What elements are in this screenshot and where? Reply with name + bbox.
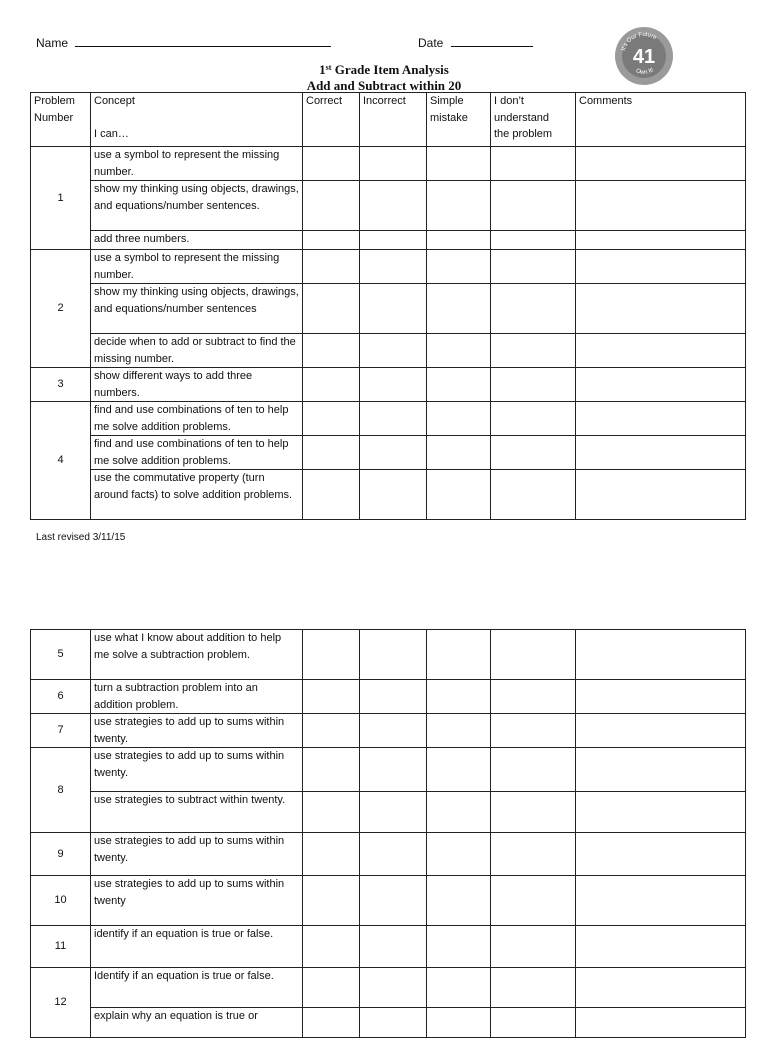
correct-cell[interactable] bbox=[303, 1008, 360, 1038]
comments-cell[interactable] bbox=[576, 630, 746, 680]
incorrect-cell[interactable] bbox=[360, 334, 427, 368]
correct-cell[interactable] bbox=[303, 748, 360, 792]
simple-mistake-cell[interactable] bbox=[427, 630, 491, 680]
simple-mistake-cell[interactable] bbox=[427, 714, 491, 748]
incorrect-cell[interactable] bbox=[360, 833, 427, 876]
problem-number-cell: 6 bbox=[31, 680, 91, 714]
concept-cell: Identify if an equation is true or false. bbox=[91, 968, 303, 1008]
simple-mistake-cell[interactable] bbox=[427, 284, 491, 334]
comments-cell[interactable] bbox=[576, 1008, 746, 1038]
problem-number-cell: 1 bbox=[31, 147, 91, 250]
table-row bbox=[31, 926, 746, 968]
comments-cell[interactable] bbox=[576, 680, 746, 714]
table-row bbox=[31, 714, 746, 748]
dont-understand-cell[interactable] bbox=[491, 334, 576, 368]
correct-cell[interactable] bbox=[303, 250, 360, 284]
simple-mistake-cell[interactable] bbox=[427, 876, 491, 926]
simple-mistake-cell[interactable] bbox=[427, 436, 491, 470]
header-correct: Correct bbox=[303, 93, 360, 147]
correct-cell[interactable] bbox=[303, 402, 360, 436]
comments-cell[interactable] bbox=[576, 876, 746, 926]
correct-cell[interactable] bbox=[303, 792, 360, 833]
simple-mistake-cell[interactable] bbox=[427, 1008, 491, 1038]
correct-cell[interactable] bbox=[303, 231, 360, 250]
comments-cell[interactable] bbox=[576, 748, 746, 792]
page-subtitle: Add and Subtract within 20 bbox=[306, 78, 462, 93]
comments-cell[interactable] bbox=[576, 181, 746, 231]
table-row bbox=[31, 284, 746, 334]
header-problem-number: Problem Number bbox=[31, 93, 91, 147]
simple-mistake-cell[interactable] bbox=[427, 833, 491, 876]
concept-cell: turn a subtraction problem into an addition problem. bbox=[91, 680, 303, 714]
date-line[interactable] bbox=[451, 36, 533, 47]
simple-mistake-cell[interactable] bbox=[427, 470, 491, 520]
incorrect-cell[interactable] bbox=[360, 147, 427, 181]
dont-understand-cell[interactable] bbox=[491, 1008, 576, 1038]
correct-cell[interactable] bbox=[303, 181, 360, 231]
incorrect-cell[interactable] bbox=[360, 470, 427, 520]
concept-cell: use a symbol to represent the missing number. bbox=[91, 147, 303, 181]
comments-cell[interactable] bbox=[576, 250, 746, 284]
correct-cell[interactable] bbox=[303, 680, 360, 714]
date-field[interactable] bbox=[418, 36, 533, 50]
comments-cell[interactable] bbox=[576, 792, 746, 833]
incorrect-cell[interactable] bbox=[360, 368, 427, 402]
incorrect-cell[interactable] bbox=[360, 876, 427, 926]
item-analysis-table-1 bbox=[30, 92, 746, 520]
concept-cell: use strategies to add up to sums within twenty. bbox=[91, 833, 303, 876]
comments-cell[interactable] bbox=[576, 968, 746, 1008]
table-row bbox=[31, 1008, 746, 1038]
table-row bbox=[31, 630, 746, 680]
dont-understand-cell[interactable] bbox=[491, 231, 576, 250]
incorrect-cell[interactable] bbox=[360, 630, 427, 680]
concept-cell: use strategies to add up to sums within twenty bbox=[91, 876, 303, 926]
concept-cell: use a symbol to represent the missing number. bbox=[91, 250, 303, 284]
last-revised-note: Last revised 3/11/15 bbox=[36, 532, 126, 543]
logo-number: 41 bbox=[632, 46, 656, 68]
incorrect-cell[interactable] bbox=[360, 250, 427, 284]
table-row bbox=[31, 402, 746, 436]
correct-cell[interactable] bbox=[303, 876, 360, 926]
table-row bbox=[31, 334, 746, 368]
table-row bbox=[31, 680, 746, 714]
incorrect-cell[interactable] bbox=[360, 284, 427, 334]
dont-understand-cell[interactable] bbox=[491, 470, 576, 520]
school-logo bbox=[614, 26, 674, 86]
correct-cell[interactable] bbox=[303, 284, 360, 334]
comments-cell[interactable] bbox=[576, 284, 746, 334]
simple-mistake-cell[interactable] bbox=[427, 147, 491, 181]
dont-understand-cell[interactable] bbox=[491, 368, 576, 402]
concept-cell: show my thinking using objects, drawings, and equations/number sentences. bbox=[91, 181, 303, 231]
comments-cell[interactable] bbox=[576, 470, 746, 520]
correct-cell[interactable] bbox=[303, 968, 360, 1008]
name-field[interactable] bbox=[36, 36, 331, 50]
table-row bbox=[31, 231, 746, 250]
table-row bbox=[31, 368, 746, 402]
header-concept: Concept I can… bbox=[91, 93, 303, 147]
simple-mistake-cell[interactable] bbox=[427, 250, 491, 284]
concept-cell: add three numbers. bbox=[91, 231, 303, 250]
table-row bbox=[31, 968, 746, 1008]
correct-cell[interactable] bbox=[303, 436, 360, 470]
dont-understand-cell[interactable] bbox=[491, 748, 576, 792]
incorrect-cell[interactable] bbox=[360, 792, 427, 833]
concept-cell: explain why an equation is true or bbox=[91, 1008, 303, 1038]
table-row bbox=[31, 792, 746, 833]
dont-understand-cell[interactable] bbox=[491, 792, 576, 833]
incorrect-cell[interactable] bbox=[360, 926, 427, 968]
simple-mistake-cell[interactable] bbox=[427, 748, 491, 792]
simple-mistake-cell[interactable] bbox=[427, 181, 491, 231]
problem-number-cell: 4 bbox=[31, 402, 91, 520]
correct-cell[interactable] bbox=[303, 470, 360, 520]
table-row bbox=[31, 250, 746, 284]
incorrect-cell[interactable] bbox=[360, 231, 427, 250]
name-label: Name bbox=[36, 36, 69, 50]
comments-cell[interactable] bbox=[576, 368, 746, 402]
concept-cell: use strategies to add up to sums within twenty. bbox=[91, 714, 303, 748]
problem-number-cell: 10 bbox=[31, 876, 91, 926]
comments-cell[interactable] bbox=[576, 833, 746, 876]
comments-cell[interactable] bbox=[576, 334, 746, 368]
name-line[interactable] bbox=[75, 36, 331, 47]
simple-mistake-cell[interactable] bbox=[427, 792, 491, 833]
table-row bbox=[31, 181, 746, 231]
date-label: Date bbox=[418, 36, 444, 50]
concept-cell: identify if an equation is true or false. bbox=[91, 926, 303, 968]
concept-cell: use what I know about addition to help me solve a subtraction problem. bbox=[91, 630, 303, 680]
incorrect-cell[interactable] bbox=[360, 181, 427, 231]
header-row bbox=[31, 93, 746, 147]
correct-cell[interactable] bbox=[303, 147, 360, 181]
simple-mistake-cell[interactable] bbox=[427, 402, 491, 436]
table-row bbox=[31, 147, 746, 181]
concept-cell: use strategies to subtract within twenty. bbox=[91, 792, 303, 833]
simple-mistake-cell[interactable] bbox=[427, 368, 491, 402]
correct-cell[interactable] bbox=[303, 334, 360, 368]
page-title: 1st Grade Item Analysis bbox=[319, 62, 449, 77]
table-row bbox=[31, 748, 746, 792]
problem-number-cell: 7 bbox=[31, 714, 91, 748]
dont-understand-cell[interactable] bbox=[491, 833, 576, 876]
dont-understand-cell[interactable] bbox=[491, 968, 576, 1008]
header-incorrect: Incorrect bbox=[360, 93, 427, 147]
comments-cell[interactable] bbox=[576, 402, 746, 436]
table-row bbox=[31, 833, 746, 876]
concept-cell: use strategies to add up to sums within twenty. bbox=[91, 748, 303, 792]
comments-cell[interactable] bbox=[576, 231, 746, 250]
concept-cell: use the commutative property (turn around facts) to solve addition problems. bbox=[91, 470, 303, 520]
comments-cell[interactable] bbox=[576, 714, 746, 748]
dont-understand-cell[interactable] bbox=[491, 926, 576, 968]
problem-number-cell: 11 bbox=[31, 926, 91, 968]
comments-cell[interactable] bbox=[576, 436, 746, 470]
simple-mistake-cell[interactable] bbox=[427, 968, 491, 1008]
logo-bottom-text: Own It! bbox=[634, 67, 655, 76]
dont-understand-cell[interactable] bbox=[491, 147, 576, 181]
table-row bbox=[31, 876, 746, 926]
incorrect-cell[interactable] bbox=[360, 714, 427, 748]
problem-number-cell: 3 bbox=[31, 368, 91, 402]
problem-number-cell: 5 bbox=[31, 630, 91, 680]
correct-cell[interactable] bbox=[303, 714, 360, 748]
dont-understand-cell[interactable] bbox=[491, 714, 576, 748]
concept-cell: show my thinking using objects, drawings, and equations/number sentences bbox=[91, 284, 303, 334]
header-dont-understand: I don’t understand the problem bbox=[491, 93, 576, 147]
incorrect-cell[interactable] bbox=[360, 436, 427, 470]
comments-cell[interactable] bbox=[576, 926, 746, 968]
problem-number-cell: 2 bbox=[31, 250, 91, 368]
correct-cell[interactable] bbox=[303, 833, 360, 876]
comments-cell[interactable] bbox=[576, 147, 746, 181]
simple-mistake-cell[interactable] bbox=[427, 231, 491, 250]
item-analysis-table-2 bbox=[30, 629, 746, 1038]
simple-mistake-cell[interactable] bbox=[427, 926, 491, 968]
dont-understand-cell[interactable] bbox=[491, 181, 576, 231]
correct-cell[interactable] bbox=[303, 630, 360, 680]
incorrect-cell[interactable] bbox=[360, 968, 427, 1008]
problem-number-cell: 8 bbox=[31, 748, 91, 833]
problem-number-cell: 9 bbox=[31, 833, 91, 876]
incorrect-cell[interactable] bbox=[360, 680, 427, 714]
dont-understand-cell[interactable] bbox=[491, 436, 576, 470]
concept-cell: find and use combinations of ten to help me solve addition problems. bbox=[91, 402, 303, 436]
concept-cell: show different ways to add three numbers. bbox=[91, 368, 303, 402]
logo-arc-text: It's Our Future bbox=[620, 31, 658, 52]
dont-understand-cell[interactable] bbox=[491, 284, 576, 334]
simple-mistake-cell[interactable] bbox=[427, 334, 491, 368]
problem-number-cell: 12 bbox=[31, 968, 91, 1038]
concept-cell: decide when to add or subtract to find the missing number. bbox=[91, 334, 303, 368]
incorrect-cell[interactable] bbox=[360, 1008, 427, 1038]
table-row bbox=[31, 470, 746, 520]
dont-understand-cell[interactable] bbox=[491, 680, 576, 714]
dont-understand-cell[interactable] bbox=[491, 250, 576, 284]
header-simple-mistake: Simple mistake bbox=[427, 93, 491, 147]
dont-understand-cell[interactable] bbox=[491, 402, 576, 436]
correct-cell[interactable] bbox=[303, 926, 360, 968]
header-comments: Comments bbox=[576, 93, 746, 147]
simple-mistake-cell[interactable] bbox=[427, 680, 491, 714]
dont-understand-cell[interactable] bbox=[491, 630, 576, 680]
correct-cell[interactable] bbox=[303, 368, 360, 402]
incorrect-cell[interactable] bbox=[360, 402, 427, 436]
dont-understand-cell[interactable] bbox=[491, 876, 576, 926]
concept-cell: find and use combinations of ten to help me solve addition problems. bbox=[91, 436, 303, 470]
incorrect-cell[interactable] bbox=[360, 748, 427, 792]
table-row bbox=[31, 436, 746, 470]
